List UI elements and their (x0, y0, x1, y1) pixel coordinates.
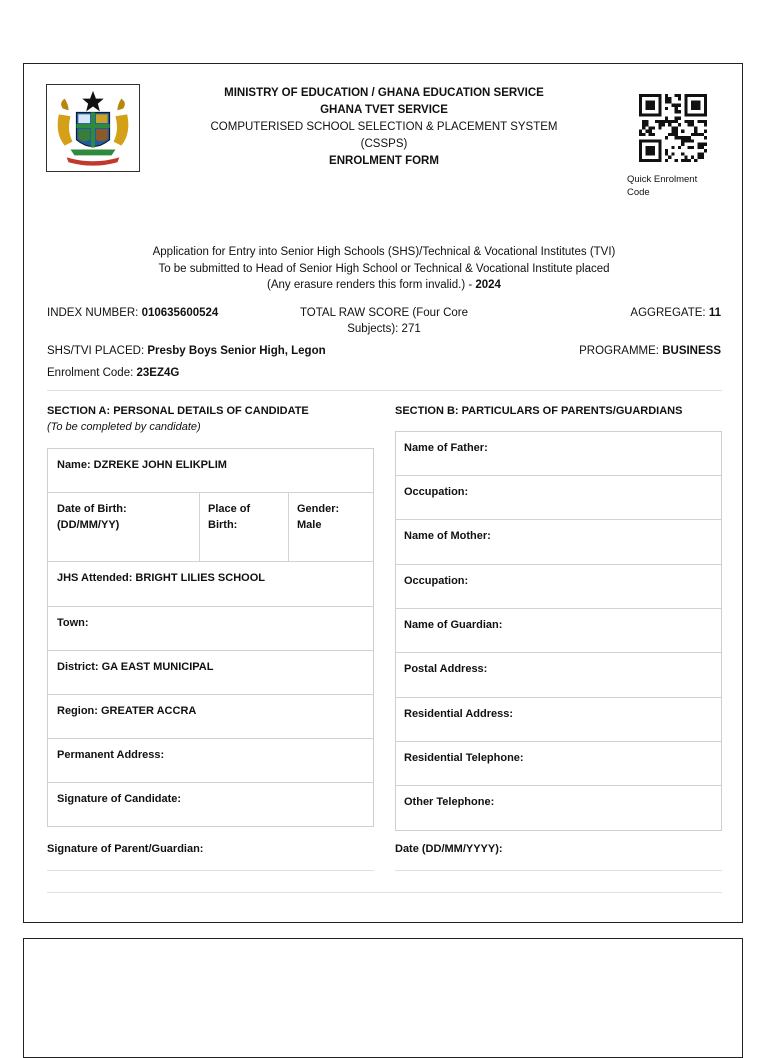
qr-module (652, 133, 655, 136)
qr-module (649, 133, 652, 136)
postal-address-field: Postal Address: (396, 653, 721, 698)
qr-module (649, 104, 652, 107)
qr-module (668, 123, 671, 126)
qr-module (678, 94, 681, 97)
coat-of-arms-icon (47, 85, 139, 171)
qr-module (652, 94, 655, 97)
qr-module (668, 133, 671, 136)
qr-module (671, 133, 674, 136)
qr-module (642, 159, 645, 162)
qr-module (655, 113, 658, 116)
qr-module (684, 107, 687, 110)
qr-module (684, 113, 687, 116)
qr-module (694, 130, 697, 133)
qr-module (675, 136, 678, 139)
qr-module (684, 110, 687, 113)
qr-module (684, 136, 687, 139)
qr-module (658, 152, 661, 155)
qr-module (684, 159, 687, 162)
qr-module (681, 143, 684, 146)
qr-module (639, 107, 642, 110)
qr-module (671, 146, 674, 149)
qr-module (645, 130, 648, 133)
qr-module (684, 120, 687, 123)
parent-signature-line (47, 870, 374, 871)
qr-module (691, 107, 694, 110)
qr-module (704, 100, 707, 103)
qr-module (645, 107, 648, 110)
qr-module (665, 107, 668, 110)
qr-module (639, 104, 642, 107)
qr-module (662, 120, 665, 123)
qr-module (678, 123, 681, 126)
qr-module (704, 94, 707, 97)
qr-module (684, 104, 687, 107)
qr-module (675, 94, 678, 97)
parent-signature-label: Signature of Parent/Guardian: (47, 843, 204, 855)
qr-module (652, 104, 655, 107)
qr-module (684, 97, 687, 100)
place-of-birth-label: Place of Birth: (208, 503, 251, 531)
qr-module (691, 133, 694, 136)
form-title: ENROLMENT FORM (329, 155, 439, 167)
qr-module (645, 149, 648, 152)
qr-module (639, 139, 642, 142)
qr-module (671, 120, 674, 123)
qr-module (645, 94, 648, 97)
qr-module (704, 113, 707, 116)
qr-module (649, 126, 652, 129)
mother-name-field: Name of Mother: (396, 520, 721, 565)
qr-module (668, 100, 671, 103)
qr-module (671, 126, 674, 129)
qr-module (665, 136, 668, 139)
qr-module (639, 149, 642, 152)
region-field: Region: GREATER ACCRA (48, 695, 373, 739)
date-of-birth-label: Date of Birth: (DD/MM/YY) (57, 503, 127, 531)
qr-module (639, 130, 642, 133)
qr-module (684, 156, 687, 159)
system-title: COMPUTERISED SCHOOL SELECTION & PLACEMENT SYSTEM (210, 121, 558, 133)
next-page-edge (23, 938, 743, 1058)
qr-module (645, 152, 648, 155)
application-instructions: Application for Entry into Senior High Schools (SHS)/Technical & Vocational Institutes (TVI) To be submitted to Head of Senior High School or Technical & Vocational Institute placed (Any erasure renders this form invalid.) - 2024 (152, 246, 616, 291)
qr-module (688, 136, 691, 139)
tvet-service-title: GHANA TVET SERVICE (320, 104, 448, 116)
qr-module (655, 139, 658, 142)
qr-module (688, 113, 691, 116)
qr-module (697, 113, 700, 116)
qr-module (642, 123, 645, 126)
ghana-coat-of-arms-logo (46, 84, 140, 172)
qr-module (675, 133, 678, 136)
qr-module (701, 143, 704, 146)
qr-module (681, 136, 684, 139)
qr-module (639, 94, 642, 97)
qr-module (697, 107, 700, 110)
qr-module (642, 120, 645, 123)
qr-module (675, 126, 678, 129)
qr-module (694, 94, 697, 97)
qr-module (668, 120, 671, 123)
qr-module (658, 104, 661, 107)
guardian-name-field: Name of Guardian: (396, 609, 721, 653)
qr-module (639, 159, 642, 162)
qr-module (639, 100, 642, 103)
qr-module (691, 104, 694, 107)
permanent-address-field: Permanent Address: (48, 739, 373, 783)
system-abbreviation: (CSSPS) (360, 138, 408, 150)
qr-module (652, 113, 655, 116)
qr-module (639, 97, 642, 100)
qr-module (665, 97, 668, 100)
qr-module (701, 146, 704, 149)
qr-module (639, 133, 642, 136)
qr-code-label: Quick Enrolment Code (627, 174, 698, 198)
total-raw-score: TOTAL RAW SCORE (Four Core Subjects): 271 (299, 307, 469, 335)
qr-module (688, 146, 691, 149)
qr-module (694, 113, 697, 116)
qr-module (645, 113, 648, 116)
qr-module (639, 156, 642, 159)
qr-module (681, 130, 684, 133)
qr-module (671, 104, 674, 107)
qr-module (694, 159, 697, 162)
qr-module (665, 117, 668, 120)
qr-module (658, 97, 661, 100)
school-placed: SHS/TVI PLACED: Presby Boys Senior High, Legon (47, 345, 326, 357)
father-occupation-field: Occupation: (396, 476, 721, 520)
qr-module (652, 139, 655, 142)
qr-module (668, 156, 671, 159)
qr-module (665, 100, 668, 103)
qr-module (649, 107, 652, 110)
qr-module (697, 152, 700, 155)
qr-module (652, 126, 655, 129)
qr-module (691, 146, 694, 149)
qr-module (658, 126, 661, 129)
qr-module (649, 159, 652, 162)
enrolment-code: Enrolment Code: 23EZ4G (47, 367, 180, 379)
qr-module (658, 156, 661, 159)
qr-module (652, 100, 655, 103)
qr-module (697, 94, 700, 97)
qr-module (678, 97, 681, 100)
qr-module (675, 110, 678, 113)
qr-module (639, 152, 642, 155)
qr-module (645, 123, 648, 126)
qr-module (688, 120, 691, 123)
ministry-title: MINISTRY OF EDUCATION / GHANA EDUCATION SERVICE (224, 87, 544, 99)
qr-module (652, 152, 655, 155)
qr-module (691, 156, 694, 159)
qr-module (645, 120, 648, 123)
section-b-box (395, 431, 722, 831)
qr-module (658, 149, 661, 152)
section-a-note: (To be completed by candidate) (47, 421, 201, 433)
qr-code-icon (637, 94, 709, 162)
qr-module (649, 94, 652, 97)
qr-module (704, 104, 707, 107)
qr-module (652, 159, 655, 162)
qr-module (645, 100, 648, 103)
qr-module (652, 146, 655, 149)
qr-module (691, 139, 694, 142)
qr-module (691, 94, 694, 97)
qr-module (642, 126, 645, 129)
qr-module (649, 139, 652, 142)
section-a-title: SECTION A: PERSONAL DETAILS OF CANDIDATE (47, 405, 309, 417)
qr-module (704, 143, 707, 146)
qr-module (639, 143, 642, 146)
qr-module (639, 110, 642, 113)
qr-module (662, 123, 665, 126)
qr-module (697, 120, 700, 123)
qr-module (694, 104, 697, 107)
qr-module (678, 117, 681, 120)
aggregate: AGGREGATE: 11 (630, 307, 721, 319)
qr-module (645, 104, 648, 107)
qr-module (704, 130, 707, 133)
candidate-signature-field: Signature of Candidate: (57, 793, 182, 805)
qr-module (675, 120, 678, 123)
programme: PROGRAMME: BUSINESS (579, 345, 721, 357)
qr-module (649, 149, 652, 152)
qr-module (675, 104, 678, 107)
qr-module (678, 104, 681, 107)
qr-module (675, 117, 678, 120)
qr-module (642, 139, 645, 142)
qr-module (658, 110, 661, 113)
qr-module (671, 152, 674, 155)
qr-code-graphic (637, 94, 709, 162)
section-b-title: SECTION B: PARTICULARS OF PARENTS/GUARDIANS (395, 405, 683, 417)
qr-module (697, 156, 700, 159)
qr-module (658, 120, 661, 123)
district-field: District: GA EAST MUNICIPAL (48, 651, 373, 695)
column-divider (288, 493, 289, 561)
qr-module (704, 97, 707, 100)
date-line (395, 870, 722, 871)
qr-module (652, 107, 655, 110)
qr-module (697, 133, 700, 136)
qr-module (694, 126, 697, 129)
qr-module (678, 110, 681, 113)
candidate-name: Name: DZREKE JOHN ELIKPLIM (48, 449, 373, 493)
father-name-field: Name of Father: (396, 432, 721, 476)
qr-module (645, 139, 648, 142)
mother-occupation-field: Occupation: (396, 565, 721, 609)
form-header (164, 85, 604, 170)
qr-module (665, 120, 668, 123)
qr-module (642, 113, 645, 116)
qr-module (639, 113, 642, 116)
qr-module (688, 94, 691, 97)
qr-module (658, 146, 661, 149)
qr-module (658, 100, 661, 103)
qr-module (704, 123, 707, 126)
qr-module (688, 159, 691, 162)
gender-label: Gender: Male (297, 503, 340, 531)
qr-module (678, 136, 681, 139)
birth-gender-row (48, 493, 373, 562)
qr-module (681, 139, 684, 142)
qr-module (694, 100, 697, 103)
qr-module (639, 146, 642, 149)
qr-module (701, 113, 704, 116)
qr-module (658, 123, 661, 126)
qr-module (688, 123, 691, 126)
town-field: Town: (48, 607, 373, 651)
qr-module (704, 149, 707, 152)
qr-module (675, 107, 678, 110)
qr-module (688, 139, 691, 142)
qr-module (701, 133, 704, 136)
qr-module (658, 113, 661, 116)
qr-module (645, 159, 648, 162)
qr-module (668, 97, 671, 100)
qr-module (649, 113, 652, 116)
qr-module (701, 152, 704, 155)
qr-module (658, 159, 661, 162)
qr-module (704, 110, 707, 113)
qr-module (694, 133, 697, 136)
qr-module (658, 143, 661, 146)
qr-module (691, 120, 694, 123)
qr-module (691, 100, 694, 103)
qr-module (649, 152, 652, 155)
qr-module (697, 143, 700, 146)
qr-module (684, 100, 687, 103)
qr-module (678, 146, 681, 149)
divider (47, 390, 722, 391)
qr-module (704, 136, 707, 139)
qr-module (649, 146, 652, 149)
qr-module (681, 152, 684, 155)
qr-module (649, 130, 652, 133)
enrolment-form-page (23, 63, 743, 923)
residential-address-field: Residential Address: (396, 698, 721, 742)
qr-module (697, 104, 700, 107)
qr-module (684, 94, 687, 97)
qr-module (694, 107, 697, 110)
qr-module (701, 120, 704, 123)
qr-module (665, 94, 668, 97)
qr-module (658, 94, 661, 97)
qr-module (704, 120, 707, 123)
qr-module (697, 100, 700, 103)
qr-module (675, 159, 678, 162)
divider (47, 892, 722, 893)
qr-module (704, 107, 707, 110)
qr-module (691, 123, 694, 126)
column-divider (199, 493, 200, 561)
qr-module (675, 130, 678, 133)
qr-module (642, 133, 645, 136)
qr-module (701, 156, 704, 159)
qr-module (697, 146, 700, 149)
qr-module (655, 120, 658, 123)
qr-module (655, 94, 658, 97)
residential-telephone-field: Residential Telephone: (396, 742, 721, 786)
qr-module (649, 100, 652, 103)
date-label: Date (DD/MM/YYYY): (395, 843, 503, 855)
qr-module (665, 159, 668, 162)
other-telephone-field: Other Telephone: (404, 796, 495, 808)
jhs-attended: JHS Attended: BRIGHT LILIES SCHOOL (48, 562, 373, 607)
qr-module (665, 149, 668, 152)
qr-module (681, 159, 684, 162)
section-a-box (47, 448, 374, 827)
qr-module (642, 94, 645, 97)
qr-module (665, 152, 668, 155)
qr-module (691, 113, 694, 116)
qr-module (671, 130, 674, 133)
qr-module (645, 146, 648, 149)
qr-module (652, 149, 655, 152)
qr-module (655, 159, 658, 162)
qr-module (684, 139, 687, 142)
index-number: INDEX NUMBER: 010635600524 (47, 307, 219, 319)
application-year: 2024 (475, 279, 501, 291)
qr-module (658, 107, 661, 110)
qr-module (701, 94, 704, 97)
qr-module (658, 139, 661, 142)
